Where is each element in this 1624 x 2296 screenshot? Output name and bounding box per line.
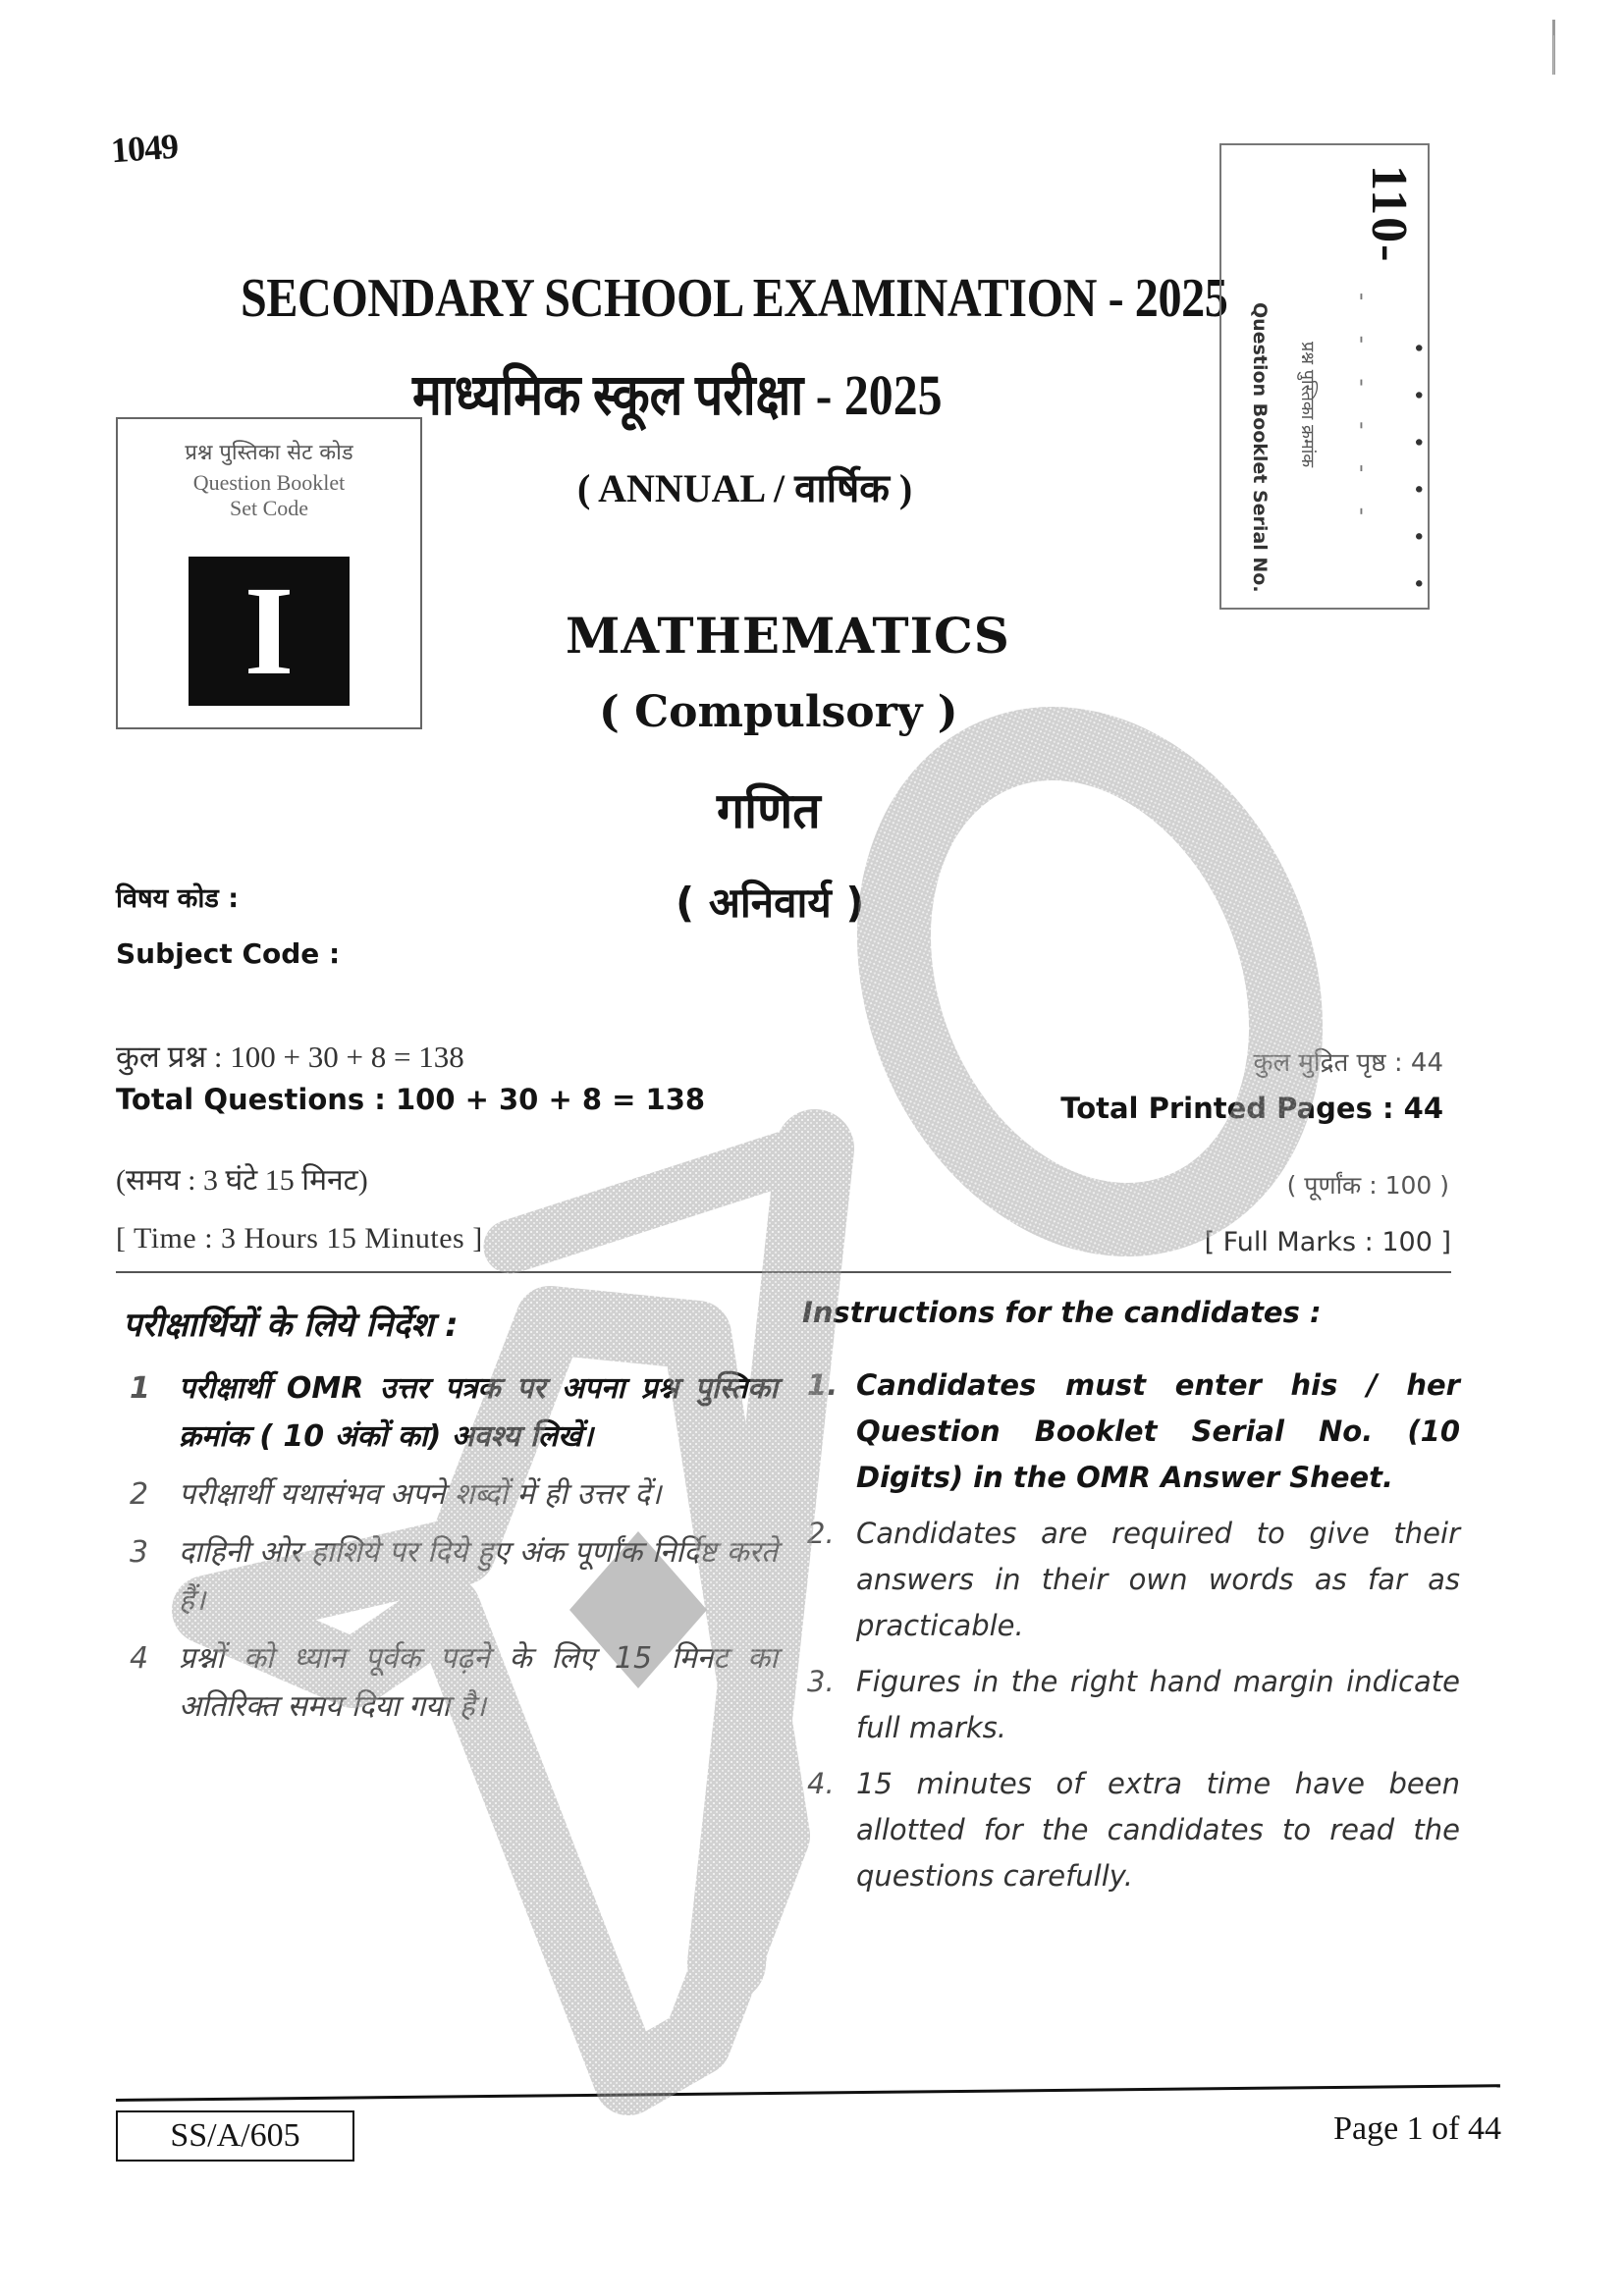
subject-code-label-en: Subject Code : — [116, 937, 341, 970]
total-pages-en: Total Printed Pages : 44 — [1060, 1092, 1443, 1125]
header-divider — [116, 1271, 1451, 1273]
total-questions-hi: कुल प्रश्न : 100 + 30 + 8 = 138 — [116, 1040, 464, 1074]
instructions-heading-hi: परीक्षार्थियों के लिये निर्देश : — [123, 1306, 459, 1345]
corner-number: 1049 — [109, 126, 180, 171]
item-number: 4. — [807, 1767, 835, 1800]
instruction-item-hi — [130, 1470, 778, 1519]
full-marks-hi: ( पूर्णांक : 100 ) — [1286, 1171, 1449, 1200]
subject-name-hi: गणित — [717, 782, 821, 839]
instruction-item-hi — [130, 1528, 778, 1625]
subject-type-en: ( Compulsory ) — [599, 687, 958, 737]
exam-session: ( ANNUAL / वार्षिक ) — [577, 466, 913, 510]
item-text: प्रश्नों को ध्यान पूर्वक पढ़ने के लिए 15 मिनट का अतिरिक्त समय दिया गया है। — [179, 1641, 778, 1724]
instructions-heading-en: Instructions for the candidates : — [802, 1296, 1322, 1329]
serial-dashes: - - - - - - — [1349, 293, 1377, 529]
exam-title-en: SECONDARY SCHOOL EXAMINATION - 2025 — [241, 268, 1228, 329]
item-text: 15 minutes of extra time have been allotted for the candidates to read the questions carefully. — [856, 1767, 1460, 1893]
instruction-item-en — [807, 1761, 1460, 1899]
set-code-label-en-2: Set Code — [229, 496, 309, 520]
item-text: परीक्षार्थी OMR उत्तर पत्रक पर अपना प्रश्न पुस्तिका क्रमांक ( 10 अंकों का) अवश्य लिखें। — [179, 1371, 778, 1454]
item-number: 2 — [130, 1477, 149, 1512]
subject-code-label-hi: विषय कोड : — [116, 883, 240, 914]
instruction-item-en — [807, 1362, 1460, 1501]
instruction-item-en — [807, 1511, 1460, 1649]
page-number: Page 1 of 44 — [1333, 2110, 1501, 2147]
subject-name-en: MATHEMATICS — [566, 607, 1010, 665]
item-number: 3. — [807, 1665, 835, 1698]
item-text: Figures in the right hand margin indicate full marks. — [856, 1665, 1460, 1744]
serial-label-en: Question Booklet Serial No. — [1249, 302, 1271, 593]
instruction-item-hi — [130, 1634, 778, 1731]
item-text: परीक्षार्थी यथासंभव अपने शब्दों में ही उत्तर दें। — [179, 1477, 662, 1512]
instructions-list-en — [807, 1362, 1460, 1909]
total-pages-hi: कुल मुद्रित पृष्ठ : 44 — [1253, 1048, 1443, 1078]
instruction-item-en — [807, 1659, 1460, 1751]
serial-number: 110- — [1361, 165, 1417, 264]
set-code-label-hi: प्रश्न पुस्तिका सेट कोड — [185, 441, 353, 465]
serial-number-box — [1219, 143, 1430, 610]
item-number: 4 — [130, 1641, 149, 1676]
item-number: 1. — [807, 1368, 839, 1402]
full-marks-en: [ Full Marks : 100 ] — [1204, 1227, 1451, 1257]
time-en: [ Time : 3 Hours 15 Minutes ] — [116, 1222, 483, 1255]
set-code-label-en-1: Question Booklet — [192, 470, 346, 495]
item-text: Candidates are required to give their answers in their own words as far as practicable. — [856, 1517, 1460, 1642]
item-text: दाहिनी ओर हाशिये पर दिये हुए अंक पूर्णांक निर्दिष्ट करते हैं। — [179, 1535, 778, 1618]
serial-label-hi: प्रश्न पुस्तिका क्रमांक — [1297, 342, 1318, 468]
time-hi: (समय : 3 घंटे 15 मिनट) — [116, 1164, 368, 1197]
exam-title-hi: माध्यमिक स्कूल परीक्षा - 2025 — [412, 363, 943, 427]
item-number: 2. — [807, 1517, 835, 1550]
set-code-box — [116, 417, 422, 729]
instruction-item-hi — [130, 1364, 778, 1461]
paper-code: SS/A/605 — [116, 2110, 354, 2162]
set-code-value: I — [189, 557, 350, 706]
item-number: 3 — [130, 1535, 149, 1570]
item-number: 1 — [130, 1371, 150, 1406]
item-text: Candidates must enter his / her Question Booklet Serial No. (10 Digits) in the OMR Answer Sheet. — [856, 1368, 1460, 1494]
scan-edge-mark-thin — [1553, 35, 1554, 75]
total-questions-en: Total Questions : 100 + 30 + 8 = 138 — [116, 1083, 706, 1116]
footer-divider — [116, 2084, 1500, 2102]
serial-dots: • • • • • • — [1405, 342, 1430, 604]
subject-type-hi: ( अनिवार्य ) — [676, 879, 865, 927]
instructions-list-hi — [130, 1364, 778, 1740]
